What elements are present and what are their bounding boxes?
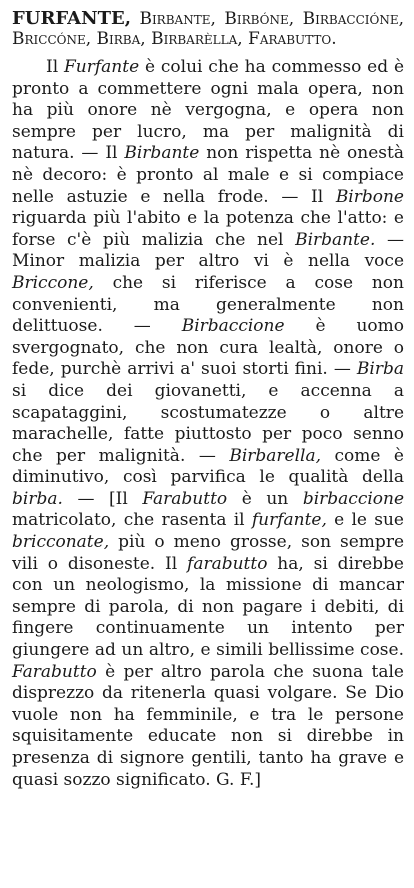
body-text-segment: è un (227, 488, 303, 509)
italic-term: Birba (356, 359, 404, 380)
italic-term: birba. (12, 488, 63, 509)
italic-term: Furfante (64, 57, 140, 77)
body-text-segment: si dice dei giovanetti, e accenna a scapataggini, scostumatezze o altre marachelle, fatte piuttosto per poco senno che per malignità. — (12, 380, 404, 466)
body-text-segment: riguarda più l'abito e la potenza che l'atto: e forse c'è più malizia che nel (12, 208, 404, 250)
body-text-segment: — [Il (62, 488, 143, 509)
italic-term: furfante, (251, 510, 327, 531)
entry-synonyms: Birbante, Birbóne, Birbaccióne, Briccóne, Birba, Birbarèlla, Farabutto. (12, 9, 404, 49)
body-text-segment: e le sue (326, 510, 404, 531)
body-text-segment: Il (46, 57, 64, 77)
italic-term: Birbante. (295, 229, 376, 250)
italic-term: birbaccione (302, 488, 405, 509)
italic-term: Farabutto (142, 488, 228, 509)
body-text-segment: — Minor malizia per altro vi è nella voce (12, 229, 404, 272)
body-text-segment: matricolato, che rasenta il (12, 510, 252, 531)
italic-term: Birbaccione (181, 316, 285, 337)
body-text-segment: è per altro parola che suona tale disprezzo da ritenerla quasi volgare. Se Dio vuole non ha femminile, e tra le persone squisitamente educate non si direbbe in presenza di signore gentili, tanto ha grave e quasi sozzo significato. G. F.] (12, 661, 404, 790)
body-text-segment: come è diminutivo, così parvifica le qualità della (12, 445, 404, 488)
body-text-segment: ha, si direbbe con un neologismo, la missione di mancar sempre di parola, di non pagare i debiti, di fingere continuamente un intento per giungere ad un altro, e simili bellissime cose. (12, 553, 404, 661)
entry-heading (12, 9, 404, 49)
body-text-segment: è colui che ha commesso ed è pronto a commettere ogni mala opera, non ha più onore nè vergogna, e opera non sempre per lucro, ma per malignità di natura. — Il (12, 57, 404, 164)
italic-term: Farabutto (12, 661, 97, 682)
body-text-segment: che si riferisce a cose non convenienti, ma generalmente non delittuose. — (12, 272, 404, 337)
italic-term: bricconate, (12, 532, 110, 553)
italic-term: farabutto (187, 553, 268, 574)
italic-term: Birbarella, (229, 445, 322, 466)
entry-body (12, 57, 404, 791)
italic-term: Birbante (124, 143, 200, 164)
italic-term: Birbone (335, 186, 404, 207)
body-text-segment: più o meno grosse, son sempre vili o disoneste. Il (12, 532, 404, 574)
body-text-segment: non rispetta nè onestà nè decoro: è pronto al male e si compiace nelle astuzie e nella frode. — Il (12, 143, 404, 207)
italic-term: Briccone, (12, 272, 94, 293)
body-text-segment: è uomo svergognato, che non cura lealtà, onore o fede, purchè arrivi a' suoi storti fini. — (12, 316, 404, 380)
entry-headword: FURFANTE, (12, 8, 131, 29)
